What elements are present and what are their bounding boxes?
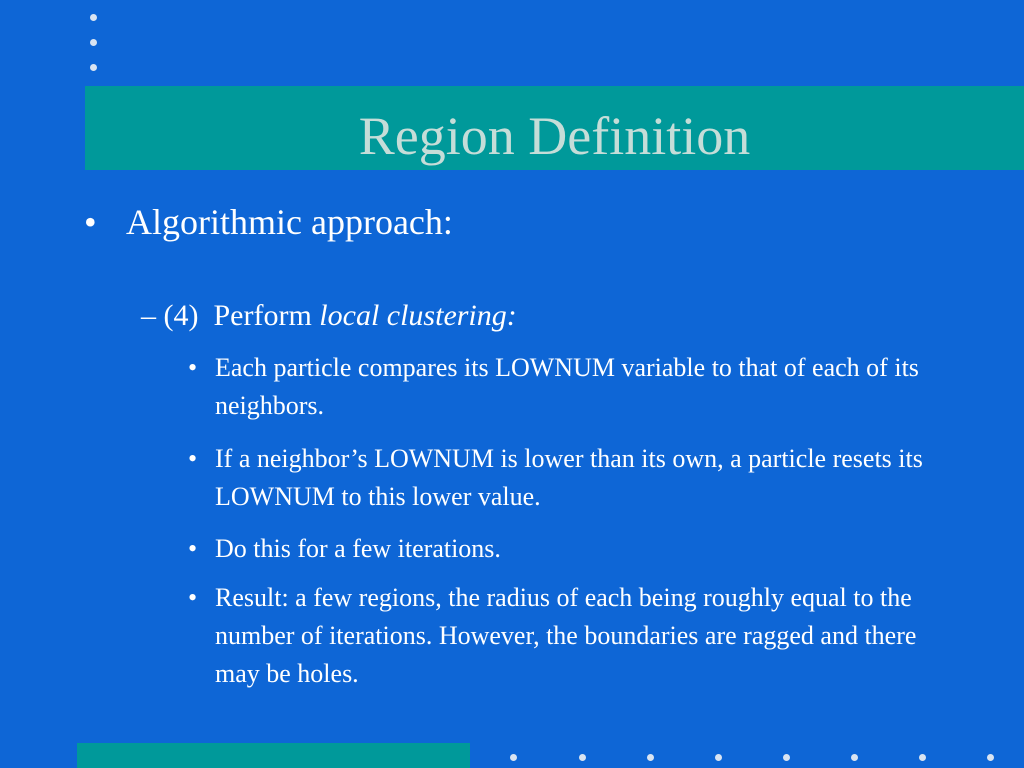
bullet-level1 [84, 198, 453, 246]
decorative-dot [987, 754, 994, 761]
title-band [85, 86, 1024, 170]
bullet-level1-text: Algorithmic approach: [126, 202, 453, 242]
bullet-level3 [188, 579, 928, 693]
decorative-dot [90, 14, 97, 21]
bullet-level3 [188, 530, 928, 568]
bullet-marker: • [188, 534, 198, 563]
decorative-dot [783, 754, 790, 761]
decorative-dot [715, 754, 722, 761]
decorative-dot [647, 754, 654, 761]
bullet-marker: • [188, 353, 198, 382]
bullet-level2-emphasis: local clustering: [319, 299, 517, 332]
decorative-dot [90, 39, 97, 46]
decorative-dot [90, 64, 97, 71]
bullet-level3-text: Result: a few regions, the radius of each being roughly equal to the number of iterations. However, the boundaries are ragged and there may be holes. [215, 583, 917, 688]
decorative-dot [851, 754, 858, 761]
decorative-dot [510, 754, 517, 761]
decorative-dot [579, 754, 586, 761]
bullet-level2-prefix: – (4) Perform [141, 299, 320, 332]
bullet-level3-text: Each particle compares its LOWNUM variable to that of each of its neighbors. [215, 353, 919, 420]
bullet-level3-text: If a neighbor’s LOWNUM is lower than its own, a particle resets its LOWNUM to this lower value. [215, 444, 923, 511]
decorative-dot [919, 754, 926, 761]
bullet-level3-text: Do this for a few iterations. [215, 534, 501, 563]
bullet-level3 [188, 349, 928, 425]
slide-title: Region Definition [358, 106, 751, 166]
bullet-level2 [141, 296, 517, 336]
bottom-band [77, 743, 470, 768]
bullet-level3 [188, 440, 928, 516]
bullet-marker: • [84, 202, 97, 242]
bullet-marker: • [188, 583, 198, 612]
bullet-marker: • [188, 444, 198, 473]
